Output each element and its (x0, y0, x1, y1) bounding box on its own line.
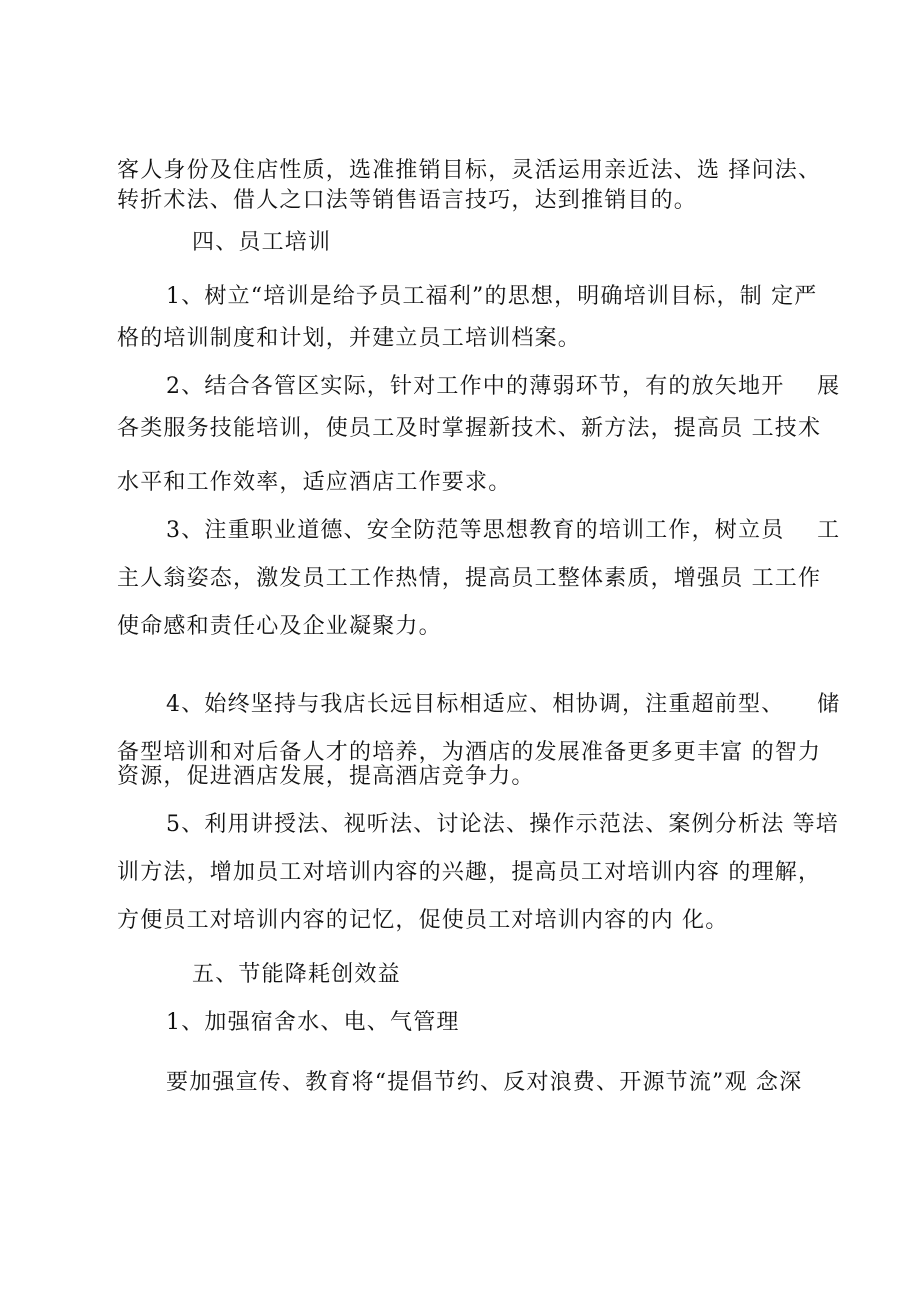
section-heading: 四、员工培训 (192, 230, 332, 255)
paragraph-line: 要加强宣传、教育将“提倡节约、反对浪费、开源节流”观 念深 (166, 1070, 803, 1095)
paragraph-line: 1、加强宿舍水、电、气管理 (166, 1010, 460, 1035)
paragraph-line: 各类服务技能培训，使员工及时掌握新技术、新方法，提高员 工技术 (117, 416, 822, 441)
paragraph-line: 格的培训制度和计划，并建立员工培训档案。 (117, 326, 582, 351)
paragraph-line: 方便员工对培训内容的记忆，促使员工对培训内容的内 化。 (117, 908, 729, 933)
paragraph-line: 5、利用讲授法、视听法、讨论法、操作示范法、案例分析法 等培 (166, 812, 839, 837)
paragraph-line: 2、结合各管区实际，针对工作中的薄弱环节，有的放矢地开 展 (166, 374, 841, 399)
paragraph-line: 备型培训和对后备人才的培养，为酒店的发展准备更多更丰富 的智力 (117, 740, 822, 765)
paragraph-line: 使命感和责任心及企业凝聚力。 (117, 614, 442, 639)
paragraph-line: 水平和工作效率，适应酒店工作要求。 (117, 470, 512, 495)
section-heading: 五、节能降耗创效益 (192, 962, 401, 987)
paragraph-line: 客人身份及住店性质，选准推销目标，灵活运用亲近法、选 择问法、 (117, 158, 822, 183)
paragraph-line: 1、树立“培训是给予员工福利”的思想，明确培训目标，制 定严 (166, 284, 818, 309)
paragraph-line: 4、始终坚持与我店长远目标相适应、相协调，注重超前型、 储 (166, 692, 841, 717)
paragraph-line: 转折术法、借人之口法等销售语言技巧，达到推销目的。 (117, 188, 698, 213)
paragraph-line: 资源，促进酒店发展，提高酒店竞争力。 (117, 764, 535, 789)
paragraph-line: 主人翁姿态，激发员工工作热情，提高员工整体素质，增强员 工工作 (117, 566, 822, 591)
paragraph-line: 3、注重职业道德、安全防范等思想教育的培训工作，树立员 工 (166, 518, 841, 543)
paragraph-line: 训方法，增加员工对培训内容的兴趣，提高员工对培训内容 的理解， (117, 860, 822, 885)
